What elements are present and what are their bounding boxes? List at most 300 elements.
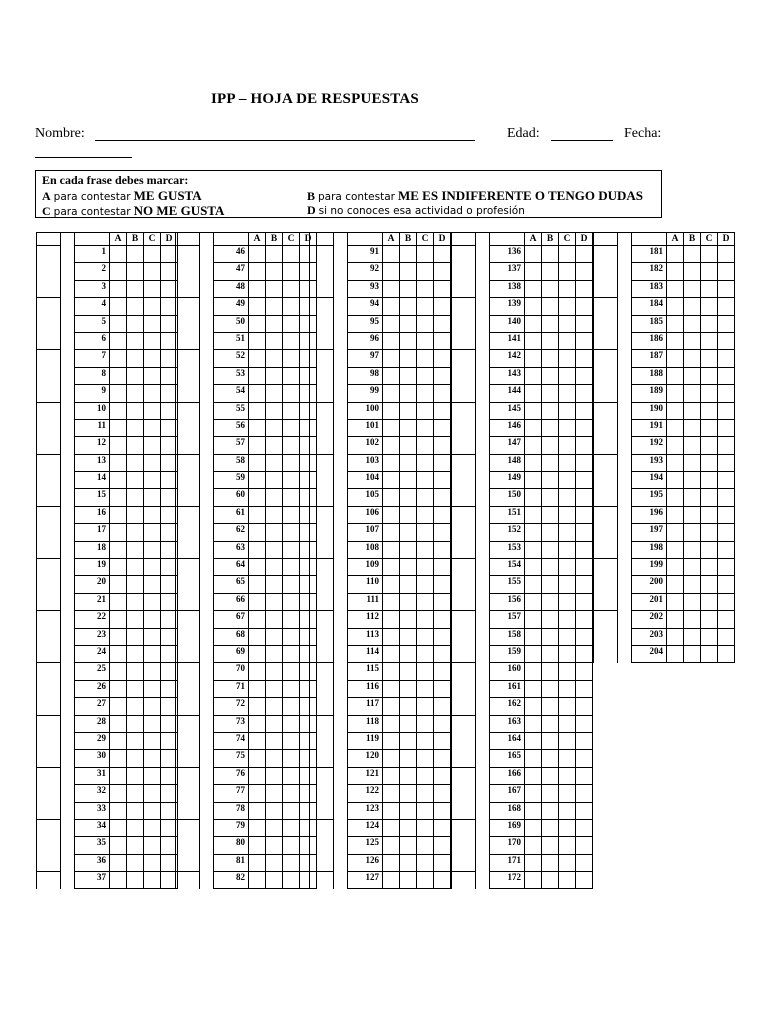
answer-cell[interactable] xyxy=(249,472,266,489)
answer-cell[interactable] xyxy=(383,263,400,280)
answer-cell[interactable] xyxy=(144,819,161,836)
answer-cell[interactable] xyxy=(525,576,542,593)
answer-cell[interactable] xyxy=(542,819,559,836)
answer-cell[interactable] xyxy=(701,419,718,436)
answer-cell[interactable] xyxy=(559,767,576,784)
answer-cell[interactable] xyxy=(400,663,417,680)
answer-cell[interactable] xyxy=(283,785,300,802)
answer-cell[interactable] xyxy=(559,663,576,680)
answer-cell[interactable] xyxy=(718,559,735,576)
answer-cell[interactable] xyxy=(559,872,576,889)
answer-cell[interactable] xyxy=(525,698,542,715)
answer-cell[interactable] xyxy=(417,645,434,662)
answer-cell[interactable] xyxy=(400,785,417,802)
answer-cell[interactable] xyxy=(417,280,434,297)
answer-cell[interactable] xyxy=(283,872,300,889)
answer-cell[interactable] xyxy=(249,750,266,767)
answer-cell[interactable] xyxy=(559,628,576,645)
answer-cell[interactable] xyxy=(525,332,542,349)
answer-cell[interactable] xyxy=(283,680,300,697)
answer-cell[interactable] xyxy=(667,437,684,454)
answer-cell[interactable] xyxy=(525,472,542,489)
answer-cell[interactable] xyxy=(434,802,451,819)
answer-cell[interactable] xyxy=(266,419,283,436)
answer-cell[interactable] xyxy=(525,802,542,819)
answer-cell[interactable] xyxy=(718,437,735,454)
answer-cell[interactable] xyxy=(417,454,434,471)
answer-cell[interactable] xyxy=(667,454,684,471)
answer-cell[interactable] xyxy=(383,785,400,802)
answer-cell[interactable] xyxy=(110,663,127,680)
answer-cell[interactable] xyxy=(383,732,400,749)
answer-cell[interactable] xyxy=(249,628,266,645)
answer-cell[interactable] xyxy=(417,489,434,506)
answer-cell[interactable] xyxy=(383,628,400,645)
answer-cell[interactable] xyxy=(266,698,283,715)
answer-cell[interactable] xyxy=(127,246,144,263)
answer-cell[interactable] xyxy=(249,593,266,610)
answer-cell[interactable] xyxy=(144,750,161,767)
answer-cell[interactable] xyxy=(400,680,417,697)
answer-cell[interactable] xyxy=(684,559,701,576)
answer-cell[interactable] xyxy=(417,332,434,349)
answer-cell[interactable] xyxy=(266,628,283,645)
answer-cell[interactable] xyxy=(266,785,283,802)
answer-cell[interactable] xyxy=(542,350,559,367)
answer-cell[interactable] xyxy=(144,298,161,315)
answer-cell[interactable] xyxy=(383,454,400,471)
answer-cell[interactable] xyxy=(144,454,161,471)
answer-cell[interactable] xyxy=(110,437,127,454)
answer-cell[interactable] xyxy=(417,593,434,610)
answer-cell[interactable] xyxy=(576,628,593,645)
answer-cell[interactable] xyxy=(383,541,400,558)
answer-cell[interactable] xyxy=(701,437,718,454)
answer-cell[interactable] xyxy=(127,715,144,732)
answer-cell[interactable] xyxy=(283,767,300,784)
answer-cell[interactable] xyxy=(400,437,417,454)
answer-cell[interactable] xyxy=(144,593,161,610)
answer-cell[interactable] xyxy=(400,489,417,506)
answer-cell[interactable] xyxy=(127,854,144,871)
answer-cell[interactable] xyxy=(684,472,701,489)
answer-cell[interactable] xyxy=(400,698,417,715)
answer-cell[interactable] xyxy=(283,419,300,436)
answer-cell[interactable] xyxy=(417,750,434,767)
answer-cell[interactable] xyxy=(417,419,434,436)
answer-cell[interactable] xyxy=(542,715,559,732)
answer-cell[interactable] xyxy=(542,732,559,749)
answer-cell[interactable] xyxy=(283,315,300,332)
answer-cell[interactable] xyxy=(127,680,144,697)
answer-cell[interactable] xyxy=(266,524,283,541)
answer-cell[interactable] xyxy=(383,402,400,419)
answer-cell[interactable] xyxy=(110,750,127,767)
answer-cell[interactable] xyxy=(559,750,576,767)
answer-cell[interactable] xyxy=(576,506,593,523)
answer-cell[interactable] xyxy=(718,628,735,645)
answer-cell[interactable] xyxy=(144,802,161,819)
answer-cell[interactable] xyxy=(266,454,283,471)
answer-cell[interactable] xyxy=(525,298,542,315)
answer-cell[interactable] xyxy=(525,732,542,749)
answer-cell[interactable] xyxy=(525,454,542,471)
answer-cell[interactable] xyxy=(417,628,434,645)
answer-cell[interactable] xyxy=(383,576,400,593)
answer-cell[interactable] xyxy=(525,367,542,384)
answer-cell[interactable] xyxy=(718,385,735,402)
answer-cell[interactable] xyxy=(718,489,735,506)
answer-cell[interactable] xyxy=(383,489,400,506)
answer-cell[interactable] xyxy=(576,541,593,558)
answer-cell[interactable] xyxy=(110,802,127,819)
answer-cell[interactable] xyxy=(266,437,283,454)
answer-cell[interactable] xyxy=(417,663,434,680)
answer-cell[interactable] xyxy=(417,367,434,384)
answer-cell[interactable] xyxy=(525,524,542,541)
answer-cell[interactable] xyxy=(144,663,161,680)
answer-cell[interactable] xyxy=(127,611,144,628)
answer-cell[interactable] xyxy=(542,854,559,871)
answer-cell[interactable] xyxy=(266,263,283,280)
answer-cell[interactable] xyxy=(383,506,400,523)
answer-cell[interactable] xyxy=(525,263,542,280)
answer-cell[interactable] xyxy=(110,367,127,384)
answer-cell[interactable] xyxy=(144,506,161,523)
nombre-field[interactable] xyxy=(95,140,475,141)
answer-cell[interactable] xyxy=(400,385,417,402)
answer-cell[interactable] xyxy=(249,663,266,680)
answer-cell[interactable] xyxy=(684,332,701,349)
answer-cell[interactable] xyxy=(542,246,559,263)
answer-cell[interactable] xyxy=(542,454,559,471)
answer-cell[interactable] xyxy=(110,559,127,576)
answer-cell[interactable] xyxy=(576,350,593,367)
answer-cell[interactable] xyxy=(667,280,684,297)
answer-cell[interactable] xyxy=(542,628,559,645)
fecha-field[interactable] xyxy=(35,157,132,158)
answer-cell[interactable] xyxy=(684,454,701,471)
answer-cell[interactable] xyxy=(110,263,127,280)
answer-cell[interactable] xyxy=(127,837,144,854)
answer-cell[interactable] xyxy=(283,698,300,715)
answer-cell[interactable] xyxy=(249,489,266,506)
answer-cell[interactable] xyxy=(144,332,161,349)
answer-cell[interactable] xyxy=(576,611,593,628)
answer-cell[interactable] xyxy=(383,663,400,680)
answer-cell[interactable] xyxy=(542,576,559,593)
answer-cell[interactable] xyxy=(249,698,266,715)
answer-cell[interactable] xyxy=(283,819,300,836)
answer-cell[interactable] xyxy=(283,802,300,819)
answer-cell[interactable] xyxy=(249,732,266,749)
answer-cell[interactable] xyxy=(266,315,283,332)
answer-cell[interactable] xyxy=(249,246,266,263)
answer-cell[interactable] xyxy=(110,385,127,402)
answer-cell[interactable] xyxy=(542,698,559,715)
answer-cell[interactable] xyxy=(283,246,300,263)
answer-cell[interactable] xyxy=(110,315,127,332)
answer-cell[interactable] xyxy=(144,680,161,697)
answer-cell[interactable] xyxy=(576,280,593,297)
answer-cell[interactable] xyxy=(434,767,451,784)
answer-cell[interactable] xyxy=(283,280,300,297)
answer-cell[interactable] xyxy=(559,454,576,471)
answer-cell[interactable] xyxy=(127,559,144,576)
answer-cell[interactable] xyxy=(559,385,576,402)
answer-cell[interactable] xyxy=(417,785,434,802)
answer-cell[interactable] xyxy=(542,767,559,784)
answer-cell[interactable] xyxy=(417,872,434,889)
answer-cell[interactable] xyxy=(144,541,161,558)
answer-cell[interactable] xyxy=(383,611,400,628)
answer-cell[interactable] xyxy=(417,819,434,836)
answer-cell[interactable] xyxy=(718,454,735,471)
answer-cell[interactable] xyxy=(144,576,161,593)
answer-cell[interactable] xyxy=(542,872,559,889)
answer-cell[interactable] xyxy=(576,837,593,854)
answer-cell[interactable] xyxy=(718,645,735,662)
answer-cell[interactable] xyxy=(283,350,300,367)
answer-cell[interactable] xyxy=(559,280,576,297)
answer-cell[interactable] xyxy=(718,350,735,367)
answer-cell[interactable] xyxy=(667,385,684,402)
answer-cell[interactable] xyxy=(127,698,144,715)
answer-cell[interactable] xyxy=(559,472,576,489)
answer-cell[interactable] xyxy=(383,472,400,489)
answer-cell[interactable] xyxy=(701,298,718,315)
answer-cell[interactable] xyxy=(559,298,576,315)
answer-cell[interactable] xyxy=(417,698,434,715)
answer-cell[interactable] xyxy=(249,680,266,697)
answer-cell[interactable] xyxy=(559,332,576,349)
answer-cell[interactable] xyxy=(417,315,434,332)
answer-cell[interactable] xyxy=(434,402,451,419)
answer-cell[interactable] xyxy=(144,385,161,402)
answer-cell[interactable] xyxy=(283,715,300,732)
answer-cell[interactable] xyxy=(701,246,718,263)
answer-cell[interactable] xyxy=(110,280,127,297)
answer-cell[interactable] xyxy=(400,298,417,315)
answer-cell[interactable] xyxy=(417,680,434,697)
answer-cell[interactable] xyxy=(718,246,735,263)
answer-cell[interactable] xyxy=(127,263,144,280)
answer-cell[interactable] xyxy=(667,350,684,367)
answer-cell[interactable] xyxy=(110,402,127,419)
answer-cell[interactable] xyxy=(127,593,144,610)
answer-cell[interactable] xyxy=(110,785,127,802)
answer-cell[interactable] xyxy=(434,715,451,732)
answer-cell[interactable] xyxy=(542,559,559,576)
answer-cell[interactable] xyxy=(434,819,451,836)
answer-cell[interactable] xyxy=(144,350,161,367)
answer-cell[interactable] xyxy=(576,246,593,263)
answer-cell[interactable] xyxy=(434,315,451,332)
answer-cell[interactable] xyxy=(249,332,266,349)
answer-cell[interactable] xyxy=(559,402,576,419)
answer-cell[interactable] xyxy=(525,611,542,628)
answer-cell[interactable] xyxy=(576,732,593,749)
answer-cell[interactable] xyxy=(266,837,283,854)
answer-cell[interactable] xyxy=(144,472,161,489)
answer-cell[interactable] xyxy=(127,524,144,541)
answer-cell[interactable] xyxy=(576,698,593,715)
answer-cell[interactable] xyxy=(266,559,283,576)
answer-cell[interactable] xyxy=(249,645,266,662)
answer-cell[interactable] xyxy=(283,437,300,454)
answer-cell[interactable] xyxy=(283,332,300,349)
answer-cell[interactable] xyxy=(283,645,300,662)
answer-cell[interactable] xyxy=(667,593,684,610)
answer-cell[interactable] xyxy=(127,332,144,349)
answer-cell[interactable] xyxy=(667,472,684,489)
answer-cell[interactable] xyxy=(127,385,144,402)
answer-cell[interactable] xyxy=(127,663,144,680)
answer-cell[interactable] xyxy=(144,628,161,645)
answer-cell[interactable] xyxy=(400,263,417,280)
answer-cell[interactable] xyxy=(110,419,127,436)
answer-cell[interactable] xyxy=(110,611,127,628)
answer-cell[interactable] xyxy=(283,732,300,749)
answer-cell[interactable] xyxy=(542,280,559,297)
answer-cell[interactable] xyxy=(559,576,576,593)
answer-cell[interactable] xyxy=(400,872,417,889)
answer-cell[interactable] xyxy=(383,280,400,297)
answer-cell[interactable] xyxy=(249,819,266,836)
answer-cell[interactable] xyxy=(525,315,542,332)
answer-cell[interactable] xyxy=(127,802,144,819)
answer-cell[interactable] xyxy=(283,489,300,506)
answer-cell[interactable] xyxy=(576,419,593,436)
answer-cell[interactable] xyxy=(417,837,434,854)
answer-cell[interactable] xyxy=(283,263,300,280)
answer-cell[interactable] xyxy=(110,576,127,593)
answer-cell[interactable] xyxy=(684,593,701,610)
answer-cell[interactable] xyxy=(667,611,684,628)
answer-cell[interactable] xyxy=(283,402,300,419)
answer-cell[interactable] xyxy=(525,645,542,662)
answer-cell[interactable] xyxy=(127,767,144,784)
answer-cell[interactable] xyxy=(718,593,735,610)
answer-cell[interactable] xyxy=(667,489,684,506)
answer-cell[interactable] xyxy=(542,837,559,854)
answer-cell[interactable] xyxy=(383,854,400,871)
answer-cell[interactable] xyxy=(383,419,400,436)
answer-cell[interactable] xyxy=(559,489,576,506)
answer-cell[interactable] xyxy=(667,367,684,384)
answer-cell[interactable] xyxy=(249,437,266,454)
answer-cell[interactable] xyxy=(525,785,542,802)
answer-cell[interactable] xyxy=(400,611,417,628)
answer-cell[interactable] xyxy=(417,767,434,784)
answer-cell[interactable] xyxy=(127,454,144,471)
answer-cell[interactable] xyxy=(266,576,283,593)
answer-cell[interactable] xyxy=(542,315,559,332)
answer-cell[interactable] xyxy=(542,402,559,419)
answer-cell[interactable] xyxy=(542,541,559,558)
answer-cell[interactable] xyxy=(266,246,283,263)
answer-cell[interactable] xyxy=(400,315,417,332)
answer-cell[interactable] xyxy=(434,263,451,280)
answer-cell[interactable] xyxy=(684,367,701,384)
answer-cell[interactable] xyxy=(576,298,593,315)
answer-cell[interactable] xyxy=(718,298,735,315)
answer-cell[interactable] xyxy=(383,750,400,767)
answer-cell[interactable] xyxy=(542,593,559,610)
answer-cell[interactable] xyxy=(576,367,593,384)
answer-cell[interactable] xyxy=(400,454,417,471)
answer-cell[interactable] xyxy=(434,645,451,662)
answer-cell[interactable] xyxy=(667,524,684,541)
answer-cell[interactable] xyxy=(701,541,718,558)
answer-cell[interactable] xyxy=(110,593,127,610)
answer-cell[interactable] xyxy=(249,402,266,419)
answer-cell[interactable] xyxy=(559,611,576,628)
answer-cell[interactable] xyxy=(383,437,400,454)
answer-cell[interactable] xyxy=(400,541,417,558)
answer-cell[interactable] xyxy=(576,559,593,576)
answer-cell[interactable] xyxy=(684,280,701,297)
answer-cell[interactable] xyxy=(542,680,559,697)
answer-cell[interactable] xyxy=(110,332,127,349)
answer-cell[interactable] xyxy=(400,576,417,593)
edad-field[interactable] xyxy=(551,140,613,141)
answer-cell[interactable] xyxy=(144,837,161,854)
answer-cell[interactable] xyxy=(434,680,451,697)
answer-cell[interactable] xyxy=(417,854,434,871)
answer-cell[interactable] xyxy=(684,315,701,332)
answer-cell[interactable] xyxy=(576,854,593,871)
answer-cell[interactable] xyxy=(383,524,400,541)
answer-cell[interactable] xyxy=(266,663,283,680)
answer-cell[interactable] xyxy=(718,315,735,332)
answer-cell[interactable] xyxy=(525,854,542,871)
answer-cell[interactable] xyxy=(144,854,161,871)
answer-cell[interactable] xyxy=(249,767,266,784)
answer-cell[interactable] xyxy=(542,645,559,662)
answer-cell[interactable] xyxy=(525,280,542,297)
answer-cell[interactable] xyxy=(266,611,283,628)
answer-cell[interactable] xyxy=(525,350,542,367)
answer-cell[interactable] xyxy=(249,315,266,332)
answer-cell[interactable] xyxy=(576,332,593,349)
answer-cell[interactable] xyxy=(559,732,576,749)
answer-cell[interactable] xyxy=(434,698,451,715)
answer-cell[interactable] xyxy=(576,437,593,454)
answer-cell[interactable] xyxy=(110,732,127,749)
answer-cell[interactable] xyxy=(400,419,417,436)
answer-cell[interactable] xyxy=(400,645,417,662)
answer-cell[interactable] xyxy=(684,246,701,263)
answer-cell[interactable] xyxy=(400,559,417,576)
answer-cell[interactable] xyxy=(144,489,161,506)
answer-cell[interactable] xyxy=(400,750,417,767)
answer-cell[interactable] xyxy=(434,593,451,610)
answer-cell[interactable] xyxy=(576,593,593,610)
answer-cell[interactable] xyxy=(576,802,593,819)
answer-cell[interactable] xyxy=(525,593,542,610)
answer-cell[interactable] xyxy=(542,611,559,628)
answer-cell[interactable] xyxy=(559,645,576,662)
answer-cell[interactable] xyxy=(110,350,127,367)
answer-cell[interactable] xyxy=(110,715,127,732)
answer-cell[interactable] xyxy=(110,524,127,541)
answer-cell[interactable] xyxy=(110,645,127,662)
answer-cell[interactable] xyxy=(400,280,417,297)
answer-cell[interactable] xyxy=(667,263,684,280)
answer-cell[interactable] xyxy=(383,715,400,732)
answer-cell[interactable] xyxy=(667,559,684,576)
